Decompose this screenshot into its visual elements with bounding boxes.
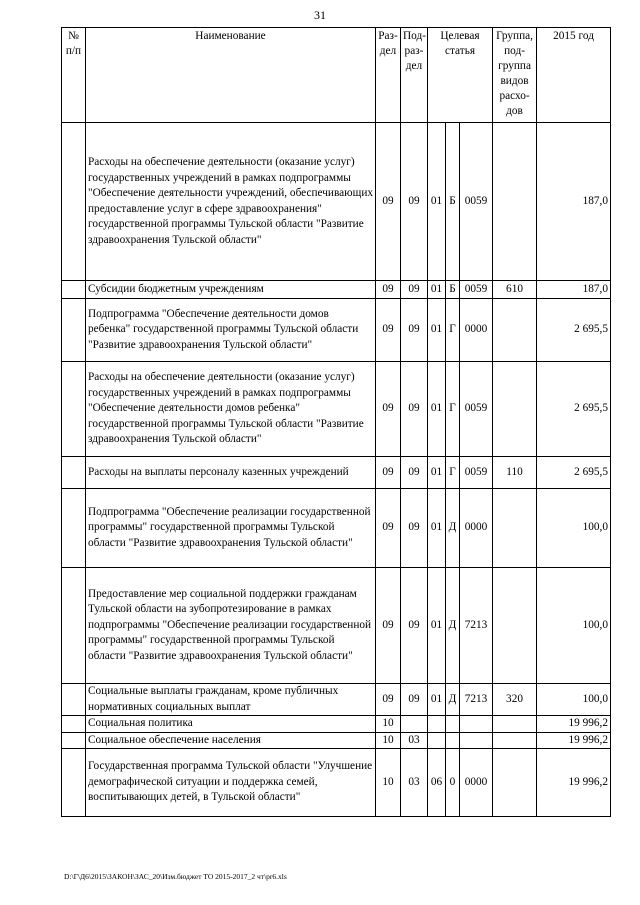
row-number xyxy=(62,299,86,362)
table-row xyxy=(62,684,611,716)
row-name: Расходы на выплаты персоналу казенных учреждений xyxy=(86,457,376,489)
row-number xyxy=(62,684,86,716)
table-row xyxy=(62,489,611,568)
row-section: 10 xyxy=(376,716,401,733)
row-target-direction: 0059 xyxy=(460,457,493,489)
row-section: 09 xyxy=(376,299,401,362)
row-expense-group xyxy=(493,489,537,568)
row-section: 10 xyxy=(376,749,401,817)
row-amount-2015: 187,0 xyxy=(537,281,611,299)
row-expense-group xyxy=(493,568,537,684)
header-num: № п/п xyxy=(62,28,86,123)
row-target-subprogram: 0 xyxy=(446,749,460,817)
row-target-direction: 7213 xyxy=(460,568,493,684)
row-subsection: 09 xyxy=(401,489,428,568)
row-subsection: 09 xyxy=(401,568,428,684)
table-row xyxy=(62,716,611,733)
file-path-footer: D:\Г\Д6\2015\ЗАКОН\ЗАС_20\Изм.бюджет ТО 2015-2017_2 чт\pr6.xls xyxy=(64,872,287,881)
row-amount-2015: 19 996,2 xyxy=(537,749,611,817)
row-target-subprogram: Б xyxy=(446,123,460,281)
row-target-subprogram: Д xyxy=(446,568,460,684)
row-expense-group xyxy=(493,123,537,281)
row-amount-2015: 2 695,5 xyxy=(537,457,611,489)
row-target-program: 01 xyxy=(428,489,446,568)
row-target-subprogram: Д xyxy=(446,489,460,568)
row-expense-group xyxy=(493,749,537,817)
budget-table xyxy=(61,27,611,817)
row-number xyxy=(62,749,86,817)
row-section: 09 xyxy=(376,684,401,716)
row-section: 09 xyxy=(376,568,401,684)
row-name: Подпрограмма "Обеспечение деятельности домов ребенка" государственной программы Тульской области "Развитие здравоохранения Тульской области" xyxy=(86,299,376,362)
row-target-direction: 0000 xyxy=(460,749,493,817)
row-amount-2015: 100,0 xyxy=(537,684,611,716)
row-subsection xyxy=(401,716,428,733)
row-target-direction: 0059 xyxy=(460,281,493,299)
row-amount-2015: 2 695,5 xyxy=(537,362,611,457)
row-section: 09 xyxy=(376,457,401,489)
row-amount-2015: 100,0 xyxy=(537,489,611,568)
row-number xyxy=(62,123,86,281)
row-subsection: 09 xyxy=(401,281,428,299)
header-group: Группа, под-группа видов расхо-дов xyxy=(493,28,537,123)
row-subsection: 09 xyxy=(401,684,428,716)
row-amount-2015: 187,0 xyxy=(537,123,611,281)
page-number: 31 xyxy=(314,8,326,22)
row-target-program: 01 xyxy=(428,362,446,457)
row-amount-2015: 19 996,2 xyxy=(537,732,611,749)
row-name: Подпрограмма "Обеспечение реализации государственной программы" государственной программы Тульской области "Развитие здравоохранения Тульской области" xyxy=(86,489,376,568)
row-expense-group: 110 xyxy=(493,457,537,489)
row-number xyxy=(62,716,86,733)
table-row xyxy=(62,281,611,299)
row-section: 09 xyxy=(376,281,401,299)
row-target-direction: 0000 xyxy=(460,489,493,568)
row-expense-group xyxy=(493,732,537,749)
row-section: 09 xyxy=(376,362,401,457)
row-target-program: 01 xyxy=(428,123,446,281)
row-subsection: 09 xyxy=(401,299,428,362)
table-row xyxy=(62,362,611,457)
header-subsection: Под-раз-дел xyxy=(401,28,428,123)
row-number xyxy=(62,732,86,749)
row-target-program xyxy=(428,732,446,749)
row-target-program xyxy=(428,716,446,733)
header-year: 2015 год xyxy=(537,28,611,123)
row-target-direction: 0059 xyxy=(460,123,493,281)
row-expense-group xyxy=(493,716,537,733)
row-target-direction xyxy=(460,716,493,733)
table-row xyxy=(62,732,611,749)
table-row xyxy=(62,749,611,817)
table-row xyxy=(62,123,611,281)
row-name: Государственная программа Тульской области "Улучшение демографической ситуации и поддержка семей, воспитывающих детей, в Тульской области" xyxy=(86,749,376,817)
row-target-subprogram: Г xyxy=(446,457,460,489)
row-subsection: 03 xyxy=(401,749,428,817)
header-row xyxy=(62,28,611,123)
row-name: Субсидии бюджетным учреждениям xyxy=(86,281,376,299)
row-section: 09 xyxy=(376,489,401,568)
row-target-direction xyxy=(460,732,493,749)
row-name: Расходы на обеспечение деятельности (оказание услуг) государственных учреждений в рамках подпрограммы "Обеспечение деятельности учреждений, обеспечивающих предоставление услуг в сфере здравоохранения" государственной программы Тульской области "Развитие здравоохранения Тульской области" xyxy=(86,123,376,281)
row-target-subprogram: Б xyxy=(446,281,460,299)
table-row xyxy=(62,299,611,362)
row-number xyxy=(62,489,86,568)
row-subsection: 03 xyxy=(401,732,428,749)
table-row xyxy=(62,457,611,489)
row-target-subprogram xyxy=(446,716,460,733)
row-name: Расходы на обеспечение деятельности (оказание услуг) государственных учреждений в рамках подпрограммы "Обеспечение деятельности домов ребенка" государственной программы Тульской области "Развитие здравоохранения Тульской области" xyxy=(86,362,376,457)
row-target-direction: 0059 xyxy=(460,362,493,457)
row-target-program: 01 xyxy=(428,684,446,716)
row-amount-2015: 100,0 xyxy=(537,568,611,684)
row-subsection: 09 xyxy=(401,123,428,281)
row-target-program: 06 xyxy=(428,749,446,817)
row-expense-group xyxy=(493,299,537,362)
header-name: Наименование xyxy=(86,28,376,123)
row-target-subprogram: Д xyxy=(446,684,460,716)
row-name: Предоставление мер социальной поддержки гражданам Тульской области на зубопротезирование в рамках подпрограммы "Обеспечение реализации государственной программы" государственной программы Тульской области "Развитие здравоохранения Тульской области" xyxy=(86,568,376,684)
row-target-program: 01 xyxy=(428,457,446,489)
row-name: Социальные выплаты гражданам, кроме публичных нормативных социальных выплат xyxy=(86,684,376,716)
table-row xyxy=(62,568,611,684)
row-target-direction: 0000 xyxy=(460,299,493,362)
row-amount-2015: 19 996,2 xyxy=(537,716,611,733)
row-number xyxy=(62,281,86,299)
row-section: 10 xyxy=(376,732,401,749)
row-name: Социальная политика xyxy=(86,716,376,733)
row-number xyxy=(62,362,86,457)
row-subsection: 09 xyxy=(401,362,428,457)
row-name: Социальное обеспечение населения xyxy=(86,732,376,749)
row-subsection: 09 xyxy=(401,457,428,489)
table-body xyxy=(62,123,611,817)
row-target-program: 01 xyxy=(428,568,446,684)
row-target-program: 01 xyxy=(428,299,446,362)
row-expense-group xyxy=(493,362,537,457)
row-amount-2015: 2 695,5 xyxy=(537,299,611,362)
row-target-subprogram: Г xyxy=(446,362,460,457)
header-section: Раз-дел xyxy=(376,28,401,123)
header-target: Целевая статья xyxy=(428,28,493,123)
row-target-program: 01 xyxy=(428,281,446,299)
row-number xyxy=(62,457,86,489)
row-target-subprogram: Г xyxy=(446,299,460,362)
row-expense-group: 610 xyxy=(493,281,537,299)
row-section: 09 xyxy=(376,123,401,281)
row-number xyxy=(62,568,86,684)
row-target-subprogram xyxy=(446,732,460,749)
row-expense-group: 320 xyxy=(493,684,537,716)
row-target-direction: 7213 xyxy=(460,684,493,716)
